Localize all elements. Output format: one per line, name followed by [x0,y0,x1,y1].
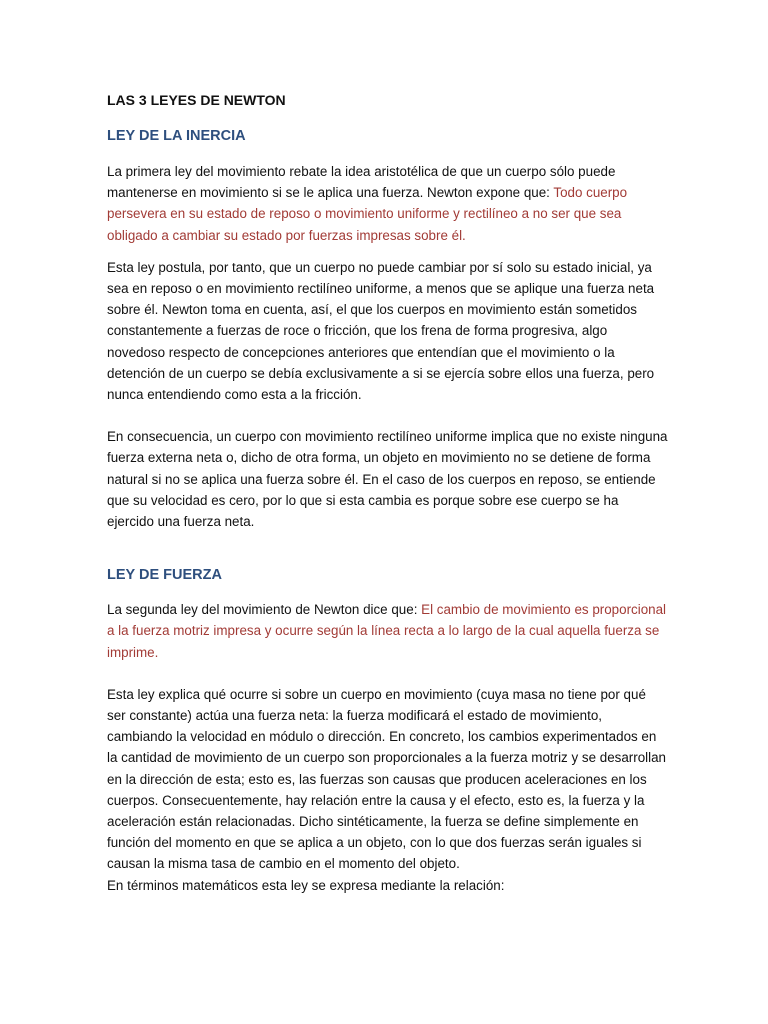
section-heading-ley-de-fuerza: LEY DE FUERZA [107,567,222,584]
paragraph-fuerza-math: En términos matemáticos esta ley se expresa mediante la relación: [107,877,505,893]
paragraph-text: La segunda ley del movimiento de Newton dice que: [107,602,422,618]
paragraph-text: La primera ley del movimiento rebate la idea aristotélica de que un cuerpo sólo puede mantenerse en movimiento si se le aplica una fuerza. Newton expone que: [107,164,616,201]
document-title: LAS 3 LEYES DE NEWTON [107,92,286,108]
newton-quote-second-law: El cambio de movimiento es proporcional a la fuerza motriz impresa y ocurre según la línea recta a lo largo de la cual aquella fuerza se imprime. [107,602,667,660]
paragraph-fuerza-explanation: Esta ley explica qué ocurre si sobre un cuerpo en movimiento (cuya masa no tiene por qué ser constante) actúa una fuerza neta: la fuerza modificará el estado de movimiento, cambiando la velocidad en módulo o dirección. En concreto, los cambios experimentados en la cantidad de movimiento de un cuerpo son proporcionales a la fuerza motriz y se desarrollan en la dirección de esta; esto es, las fuerzas son causas que producen aceleraciones en los cuerpos. Consecuentemente, hay relación entre la causa y el efecto, esto es, la fuerza y la aceleración están relacionadas. Dicho sintéticamente, la fuerza se define simplemente en función del momento en que se aplica a un objeto, con lo que dos fuerzas serán iguales si causan la misma tasa de cambio en el momento del objeto. [107,686,666,872]
paragraph-inercia-consequence: En consecuencia, un cuerpo con movimiento rectilíneo uniforme implica que no existe ninguna fuerza externa neta o, dicho de otra forma, un objeto en movimiento no se detiene de forma natural si no se aplica una fuerza sobre él. En el caso de los cuerpos en reposo, se entiende que su velocidad es cero, por lo que si esta cambia es porque sobre ese cuerpo se ha ejercido una fuerza neta. [107,429,668,530]
paragraph-fuerza-intro [107,599,668,663]
section-heading-ley-de-la-inercia: LEY DE LA INERCIA [107,128,246,144]
paragraph-inercia-explanation: Esta ley postula, por tanto, que un cuerpo no puede cambiar por sí solo su estado inicial, ya sea en reposo o en movimiento rectilíneo uniforme, a menos que se aplique una fuerza neta sobre él. Newton toma en cuenta, así, el que los cuerpos en movimiento están sometidos constantemente a fuerzas de roce o fricción, que los frena de forma progresiva, algo novedoso respecto de concepciones anteriores que entendían que el movimiento o la detención de un cuerpo se debía exclusivamente a si se ejercía sobre ellos una fuerza, pero nunca entendiendo como esta a la fricción. [107,259,655,403]
newton-quote-first-law: Todo cuerpo persevera en su estado de reposo o movimiento uniforme y rectilíneo a no ser que sea obligado a cambiar su estado por fuerzas impresas sobre él. [107,185,628,243]
paragraph-inercia-intro [107,161,668,246]
